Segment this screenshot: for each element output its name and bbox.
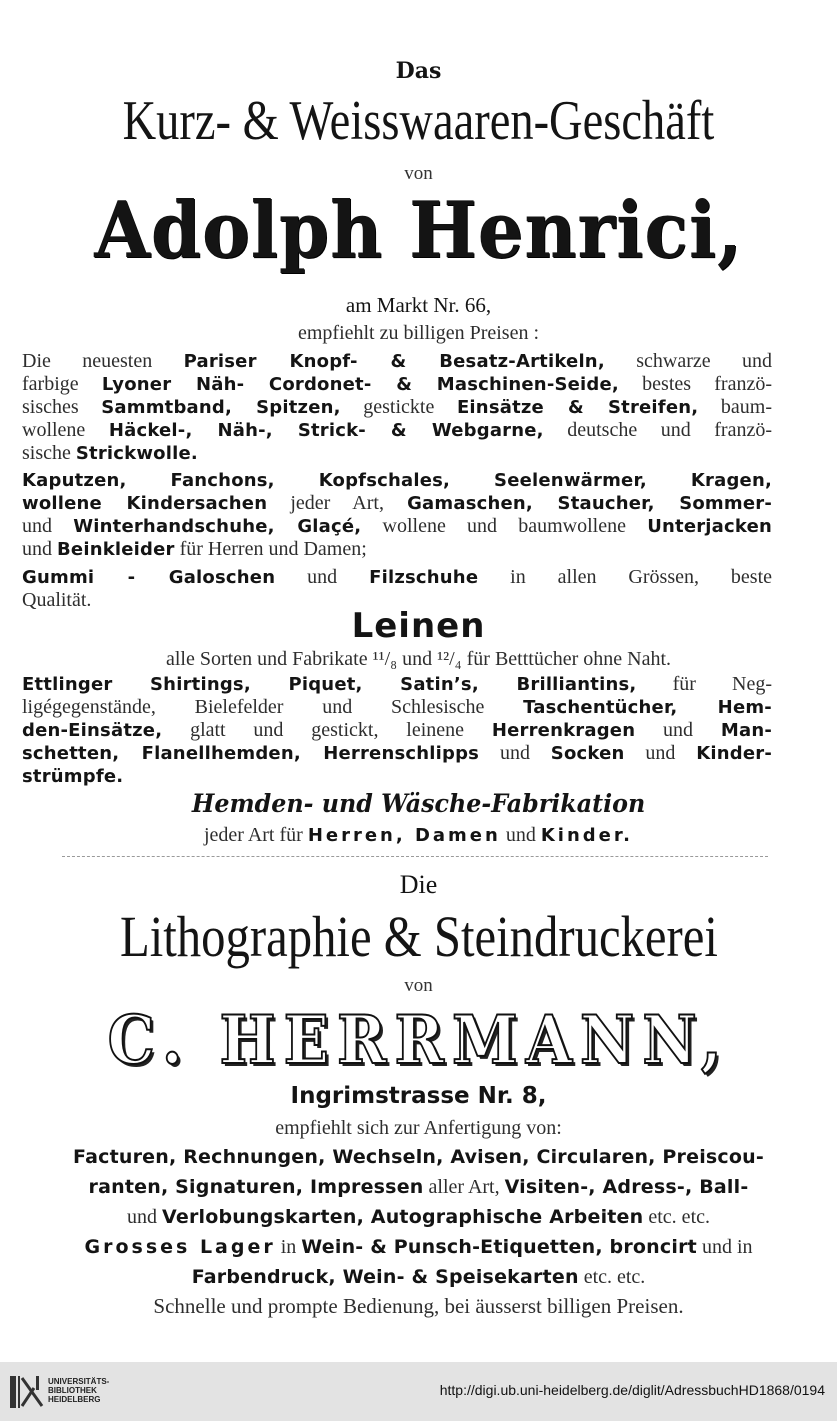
bold-text: Häckel-, Näh-, Strick- & Webgarne, (108, 420, 544, 441)
regular-text: jeder Art, (267, 492, 408, 514)
regular-text: jeder Art für (203, 824, 308, 846)
text-line (22, 672, 772, 695)
ad1-paragraph-linen (22, 672, 772, 787)
regular-text: und in (696, 1236, 753, 1258)
bold-text: Herrenkragen (491, 720, 636, 741)
bold-text: Unterjacken (647, 516, 773, 537)
ad1-leinen-line: alle Sorten und Fabrikate ¹¹/₈ und ¹²/₄ für Betttücher ohne Naht. (165, 648, 672, 670)
bold-text: Taschentücher, Hem- (523, 697, 772, 718)
regular-text: baum- (698, 396, 772, 418)
regular-text: etc. etc. (643, 1206, 710, 1228)
regular-text: und (479, 742, 551, 764)
regular-text: sisches (22, 396, 102, 418)
bold-text: strümpfe. (22, 766, 124, 787)
regular-text: sische (22, 442, 76, 464)
regular-text: deutsche und franzö- (543, 419, 772, 441)
bold-text: Filzschuhe (369, 567, 479, 588)
text-line (0, 1201, 837, 1231)
ad1-heading-title: Kurz- & Weisswaaren-Geschäft (122, 90, 715, 152)
text-line (0, 1261, 837, 1291)
regular-text: für Neg- (636, 673, 772, 695)
text-line (22, 537, 772, 560)
bold-text: den-Einsätze, (22, 720, 163, 741)
text-line (22, 468, 772, 491)
bold-text: Kaputzen, Fanchons, Kopfschales, Seelenwärmer, Kragen, (22, 470, 772, 491)
divider (62, 856, 768, 857)
text-line (22, 695, 772, 718)
regular-text: und (635, 719, 721, 741)
regular-text: in (275, 1236, 302, 1258)
bold-text: Verlobungskarten, Autographische Arbeiten (162, 1206, 644, 1228)
ad1-business-name: Adolph Henrici, (94, 185, 743, 276)
bold-text: Strickwolle. (75, 443, 198, 464)
regular-text: aller Art, (423, 1176, 505, 1198)
text-line (22, 764, 772, 787)
regular-text: und (275, 566, 370, 588)
ad1-intro: empfiehlt zu billigen Preisen : (297, 322, 540, 344)
text-line (22, 372, 772, 395)
ad2-heading-title: Lithographie & Steindruckerei (119, 904, 718, 969)
bold-text: Visiten-, Adress-, Ball- (504, 1176, 749, 1198)
regular-text: glatt und gestickt, leinene (162, 719, 492, 741)
ad1-heading-das: Das (395, 58, 442, 84)
regular-text: Qualität. (22, 589, 92, 611)
bold-text: Socken (550, 743, 625, 764)
text-line (0, 1171, 837, 1201)
spaced-bold-text: Grosses Lager (84, 1236, 276, 1258)
bold-text: schetten, Flanellhemden, Herrenschlipps (22, 743, 480, 764)
ad1-paragraph-apparel (22, 468, 772, 560)
spaced-bold-text: Herren, Damen (307, 825, 501, 846)
ad2-closing: Schnelle und prompte Bedienung, bei äusserst billigen Preisen. (153, 1294, 684, 1318)
ad1-fraktur-line: Hemden- und Wäsche-Fabrikation (191, 789, 646, 818)
bold-text: Ettlinger Shirtings, Piquet, Satin’s, Brilliantins, (22, 674, 637, 695)
text-line (22, 514, 772, 537)
bold-text: Beinkleider (57, 539, 175, 560)
source-url[interactable]: http://digi.ub.uni-heidelberg.de/diglit/AdressbuchHD1868/0194 (439, 1382, 825, 1398)
text-line (22, 441, 772, 464)
text-line (0, 1231, 837, 1261)
bold-text: Facturen, Rechnungen, Wechseln, Avisen, Circularen, Preiscou- (73, 1146, 764, 1168)
text-line (22, 741, 772, 764)
regular-text: bestes franzö- (618, 373, 772, 395)
bold-text: Pariser Knopf- & Besatz-Artikeln, (183, 351, 605, 372)
bold-text: Gummi - Galoschen (22, 567, 276, 588)
text-line (22, 718, 772, 741)
regular-text: in allen Grössen, beste (478, 566, 773, 588)
ad1-leinen-title: Leinen (351, 606, 486, 646)
bold-text: Farbendruck, Wein- & Speisekarten (191, 1266, 579, 1288)
regular-text: Die neuesten (22, 350, 184, 372)
ad2-services (0, 1141, 837, 1291)
bold-text: Einsätze & Streifen, (456, 397, 699, 418)
text-line (22, 349, 772, 372)
university-library-logo-icon (8, 1372, 48, 1412)
regular-text: und (624, 742, 697, 764)
regular-text: schwarze und (604, 350, 772, 372)
bold-text: Kinder- (696, 743, 772, 764)
regular-text: und (127, 1206, 162, 1228)
ad1-closing (0, 822, 837, 847)
regular-text: wollene (22, 419, 109, 441)
regular-text: und (22, 515, 74, 537)
text-line (22, 491, 772, 514)
regular-text: gestickte (340, 396, 457, 418)
text-line (0, 1141, 837, 1171)
ad1-paragraph-buttons-silk (22, 349, 772, 464)
regular-text: und (22, 538, 57, 560)
text-line (22, 418, 772, 441)
bold-text: wollene Kindersachen (22, 493, 268, 514)
regular-text: wollene und baumwollene (361, 515, 648, 537)
spaced-bold-text: Kinder. (540, 825, 634, 846)
ad2-heading-von: von (404, 975, 433, 996)
regular-text: für Herren und Damen; (174, 538, 367, 560)
bold-text: Gamaschen, Staucher, Sommer- (407, 493, 772, 514)
bold-text: Sammtband, Spitzen, (101, 397, 341, 418)
ad2-business-name: C. HERRMANN, (107, 1001, 730, 1079)
ad2-intro: empfiehlt sich zur Anfertigung von: (275, 1117, 562, 1139)
regular-text: farbige (22, 373, 102, 395)
ad1-heading-von: von (404, 163, 433, 184)
text-line (22, 395, 772, 418)
regular-text: und (500, 824, 541, 846)
bold-text: Man- (720, 720, 773, 741)
footer-bar (0, 1362, 837, 1421)
ad1-address: am Markt Nr. 66, (345, 293, 492, 317)
regular-text: ligégegenstände, Bielefelder und Schlesische (22, 696, 524, 718)
bold-text: Lyoner Näh- Cordonet- & Maschinen-Seide, (101, 374, 619, 395)
ad2-address: Ingrimstrasse Nr. 8, (290, 1083, 547, 1109)
regular-text: etc. etc. (578, 1266, 646, 1288)
bold-text: ranten, Signaturen, Impressen (88, 1176, 424, 1198)
logo-text: UNIVERSITÄTS- BIBLIOTHEK HEIDELBERG (48, 1377, 110, 1404)
ad2-heading-die: Die (399, 870, 438, 899)
bold-text: Winterhandschuhe, Glaçé, (73, 516, 362, 537)
bold-text: Wein- & Punsch-Etiquetten, broncirt (301, 1236, 697, 1258)
text-line (22, 565, 772, 588)
